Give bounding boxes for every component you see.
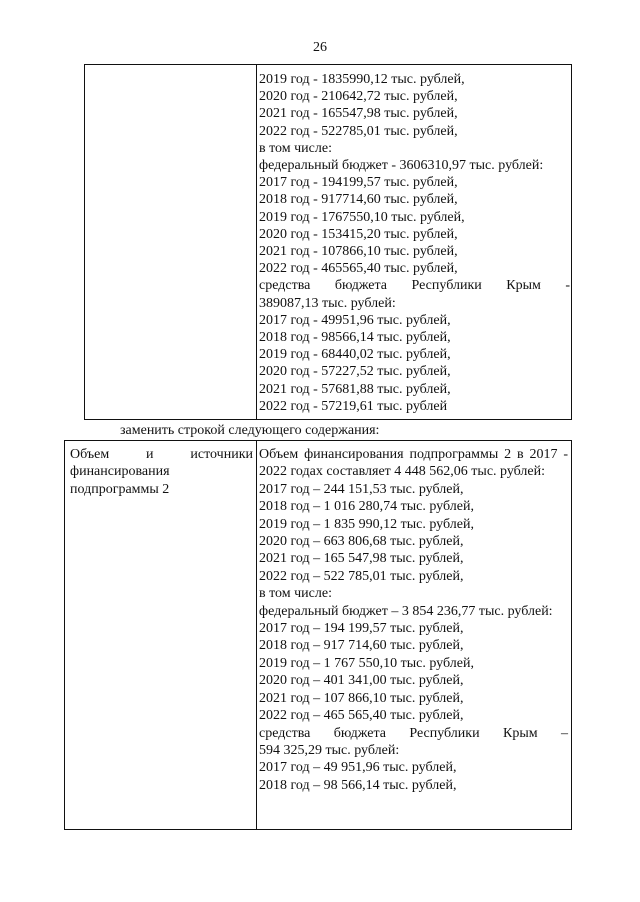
crimea-budget-line: средства бюджета Республики Крым – [259,725,568,741]
replacement-instruction: заменить строкой следующего содержания: [120,423,380,438]
text-line: 2017 год – 49 951,96 тыс. рублей, [259,760,457,776]
text-line: 2020 год - 153415,20 тыс. рублей, [259,226,458,242]
heading-line: финансирования [70,464,170,480]
text-line: 2018 год - 98566,14 тыс. рублей, [259,330,451,346]
text-line: 2021 год - 57681,88 тыс. рублей, [259,381,451,397]
text-line: в том числе: [259,140,332,156]
text-line: 2020 год - 210642,72 тыс. рублей, [259,89,458,105]
text-line: 2019 год – 1 835 990,12 тыс. рублей, [259,516,474,532]
heading-line: Объем и источники [70,447,253,462]
text-line: 2019 год – 1 767 550,10 тыс. рублей, [259,655,474,671]
text-line: 2022 год – 522 785,01 тыс. рублей, [259,568,464,584]
text-line: 2022 год - 465565,40 тыс. рублей, [259,261,458,277]
text-line: 2018 год – 1 016 280,74 тыс. рублей, [259,499,474,515]
federal-budget-line: федеральный бюджет – 3 854 236,77 тыс. рублей: [259,603,553,619]
column-divider [256,65,257,419]
column-divider [256,441,257,829]
text-line: 2017 год - 49951,96 тыс. рублей, [259,312,451,328]
funding-table-new [64,440,572,830]
text-line: в том числе: [259,586,332,602]
text-line: 2019 год - 1767550,10 тыс. рублей, [259,209,465,225]
text-line: 2020 год – 663 806,68 тыс. рублей, [259,534,464,550]
text-line: 2018 год - 917714,60 тыс. рублей, [259,192,458,208]
text-line: федеральный бюджет - 3606310,97 тыс. рублей: [259,158,544,174]
row-heading [70,446,253,498]
funding-intro: Объем финансирования подпрограммы 2 в 2017 - 2022 годах составляет 4 448 562,06 тыс. рублей: [259,447,568,480]
text-line: 594 325,29 тыс. рублей: [259,742,400,758]
text-line: 2021 год – 107 866,10 тыс. рублей, [259,690,464,706]
funding-table-old [84,64,572,420]
text-line: 2018 год – 98 566,14 тыс. рублей, [259,777,457,793]
new-funding-cell [259,446,568,794]
text-line: 2020 год – 401 341,00 тыс. рублей, [259,673,464,689]
text-line: средства бюджета Республики Крым - [259,278,570,294]
heading-line: подпрограммы 2 [70,481,170,497]
page-number: 26 [313,40,327,55]
text-line: 389087,13 тыс. рублей: [259,295,396,311]
text-line: 2017 год – 194 199,57 тыс. рублей, [259,621,464,637]
text-line: 2021 год - 107866,10 тыс. рублей, [259,244,458,260]
text-line: 2022 год – 465 565,40 тыс. рублей, [259,708,464,724]
text-line: 2018 год – 917 714,60 тыс. рублей, [259,638,464,654]
text-line: 2019 год - 1835990,12 тыс. рублей, [259,72,465,87]
text-line: 2021 год - 165547,98 тыс. рублей, [259,106,458,122]
text-line: 2020 год - 57227,52 тыс. рублей, [259,364,451,380]
text-line: 2017 год - 194199,57 тыс. рублей, [259,175,458,191]
text-line: 2021 год – 165 547,98 тыс. рублей, [259,551,464,567]
text-line: 2019 год - 68440,02 тыс. рублей, [259,347,451,363]
old-funding-cell [259,71,570,415]
text-line: 2022 год - 522785,01 тыс. рублей, [259,123,458,139]
text-line: 2017 год – 244 151,53 тыс. рублей, [259,481,464,497]
text-line: 2022 год - 57219,61 тыс. рублей [259,398,448,414]
